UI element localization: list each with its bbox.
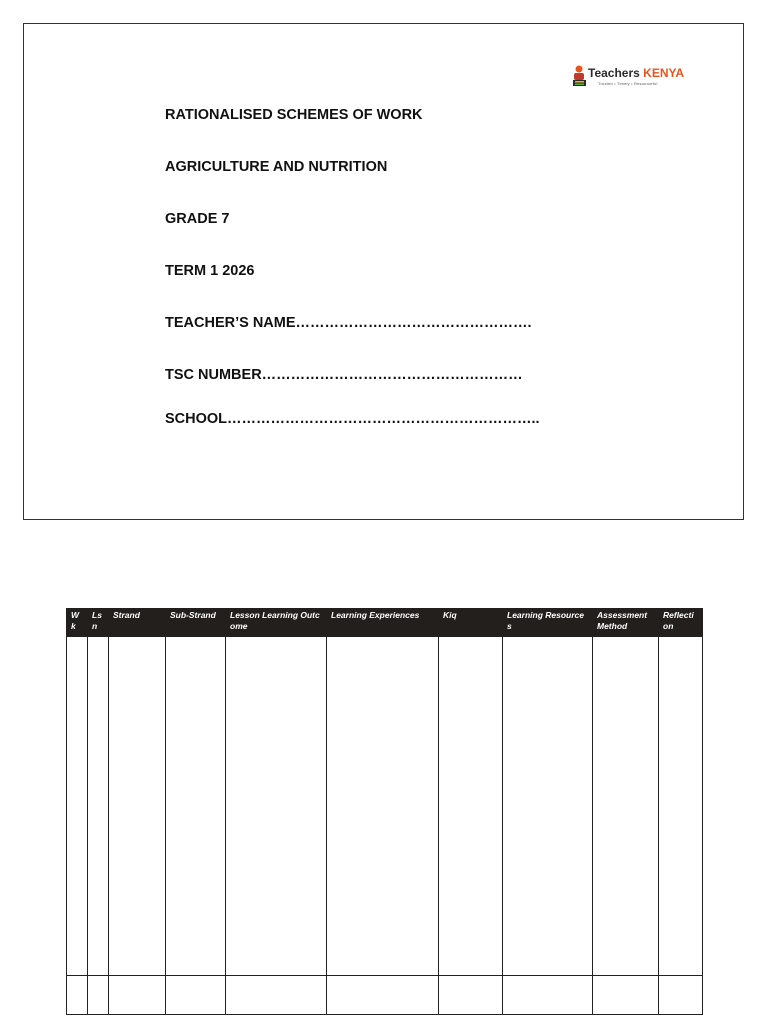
- header-lesson-learning-outcome: Lesson Learning Outcome: [226, 608, 327, 637]
- table-cell[interactable]: [593, 976, 659, 1015]
- subject-line: AGRICULTURE AND NUTRITION: [165, 159, 388, 175]
- table-cell[interactable]: [503, 976, 593, 1015]
- table-header-row: [67, 608, 703, 637]
- header-kiq: Kiq: [439, 608, 503, 637]
- table-row: [67, 637, 703, 976]
- logo-tagline: Trusted • Timely • Resourceful: [598, 81, 658, 86]
- header-sub-strand: Sub-Strand: [166, 608, 226, 637]
- table-cell[interactable]: [109, 637, 166, 976]
- table-cell[interactable]: [593, 637, 659, 976]
- table-cell[interactable]: [439, 637, 503, 976]
- document-title: RATIONALISED SCHEMES OF WORK: [165, 107, 423, 123]
- header-week: W k: [67, 608, 88, 637]
- table-cell[interactable]: [327, 976, 439, 1015]
- header-reflection: Reflecti on: [659, 608, 703, 637]
- term-line: TERM 1 2026: [165, 263, 255, 279]
- logo-brand-part2: KENYA: [643, 66, 685, 80]
- header-learning-experiences: Learning Experiences: [327, 608, 439, 637]
- teachers-kenya-logo: [572, 64, 685, 88]
- grade-line: GRADE 7: [165, 211, 230, 227]
- header-assessment-method: Assessment Method: [593, 608, 659, 637]
- tsc-number-field: TSC NUMBER………………………………………………: [165, 367, 523, 383]
- table-cell[interactable]: [166, 637, 226, 976]
- table-cell[interactable]: [88, 976, 109, 1015]
- table-cell[interactable]: [439, 976, 503, 1015]
- table-row: [67, 976, 703, 1015]
- header-learning-resources: Learning Resources: [503, 608, 593, 637]
- table-cell[interactable]: [88, 637, 109, 976]
- logo-brand: [588, 66, 684, 80]
- table-cell[interactable]: [659, 976, 703, 1015]
- school-field: SCHOOL………………………………………………………..: [165, 411, 540, 427]
- scheme-of-work-table: [66, 608, 702, 1014]
- table-cell[interactable]: [67, 637, 88, 976]
- teacher-mascot-icon: [572, 64, 588, 88]
- cover-box: [23, 23, 744, 520]
- table-cell[interactable]: [659, 637, 703, 976]
- header-strand: Strand: [109, 608, 166, 637]
- table-cell[interactable]: [166, 976, 226, 1015]
- table-cell[interactable]: [503, 637, 593, 976]
- teacher-name-field: TEACHER’S NAME………………………………………….: [165, 315, 532, 331]
- table-cell[interactable]: [226, 976, 327, 1015]
- table-cell[interactable]: [67, 976, 88, 1015]
- table-cell[interactable]: [226, 637, 327, 976]
- table-cell[interactable]: [327, 637, 439, 976]
- table-cell[interactable]: [109, 976, 166, 1015]
- header-lesson: Ls n: [88, 608, 109, 637]
- logo-brand-part1: Teachers: [588, 66, 640, 80]
